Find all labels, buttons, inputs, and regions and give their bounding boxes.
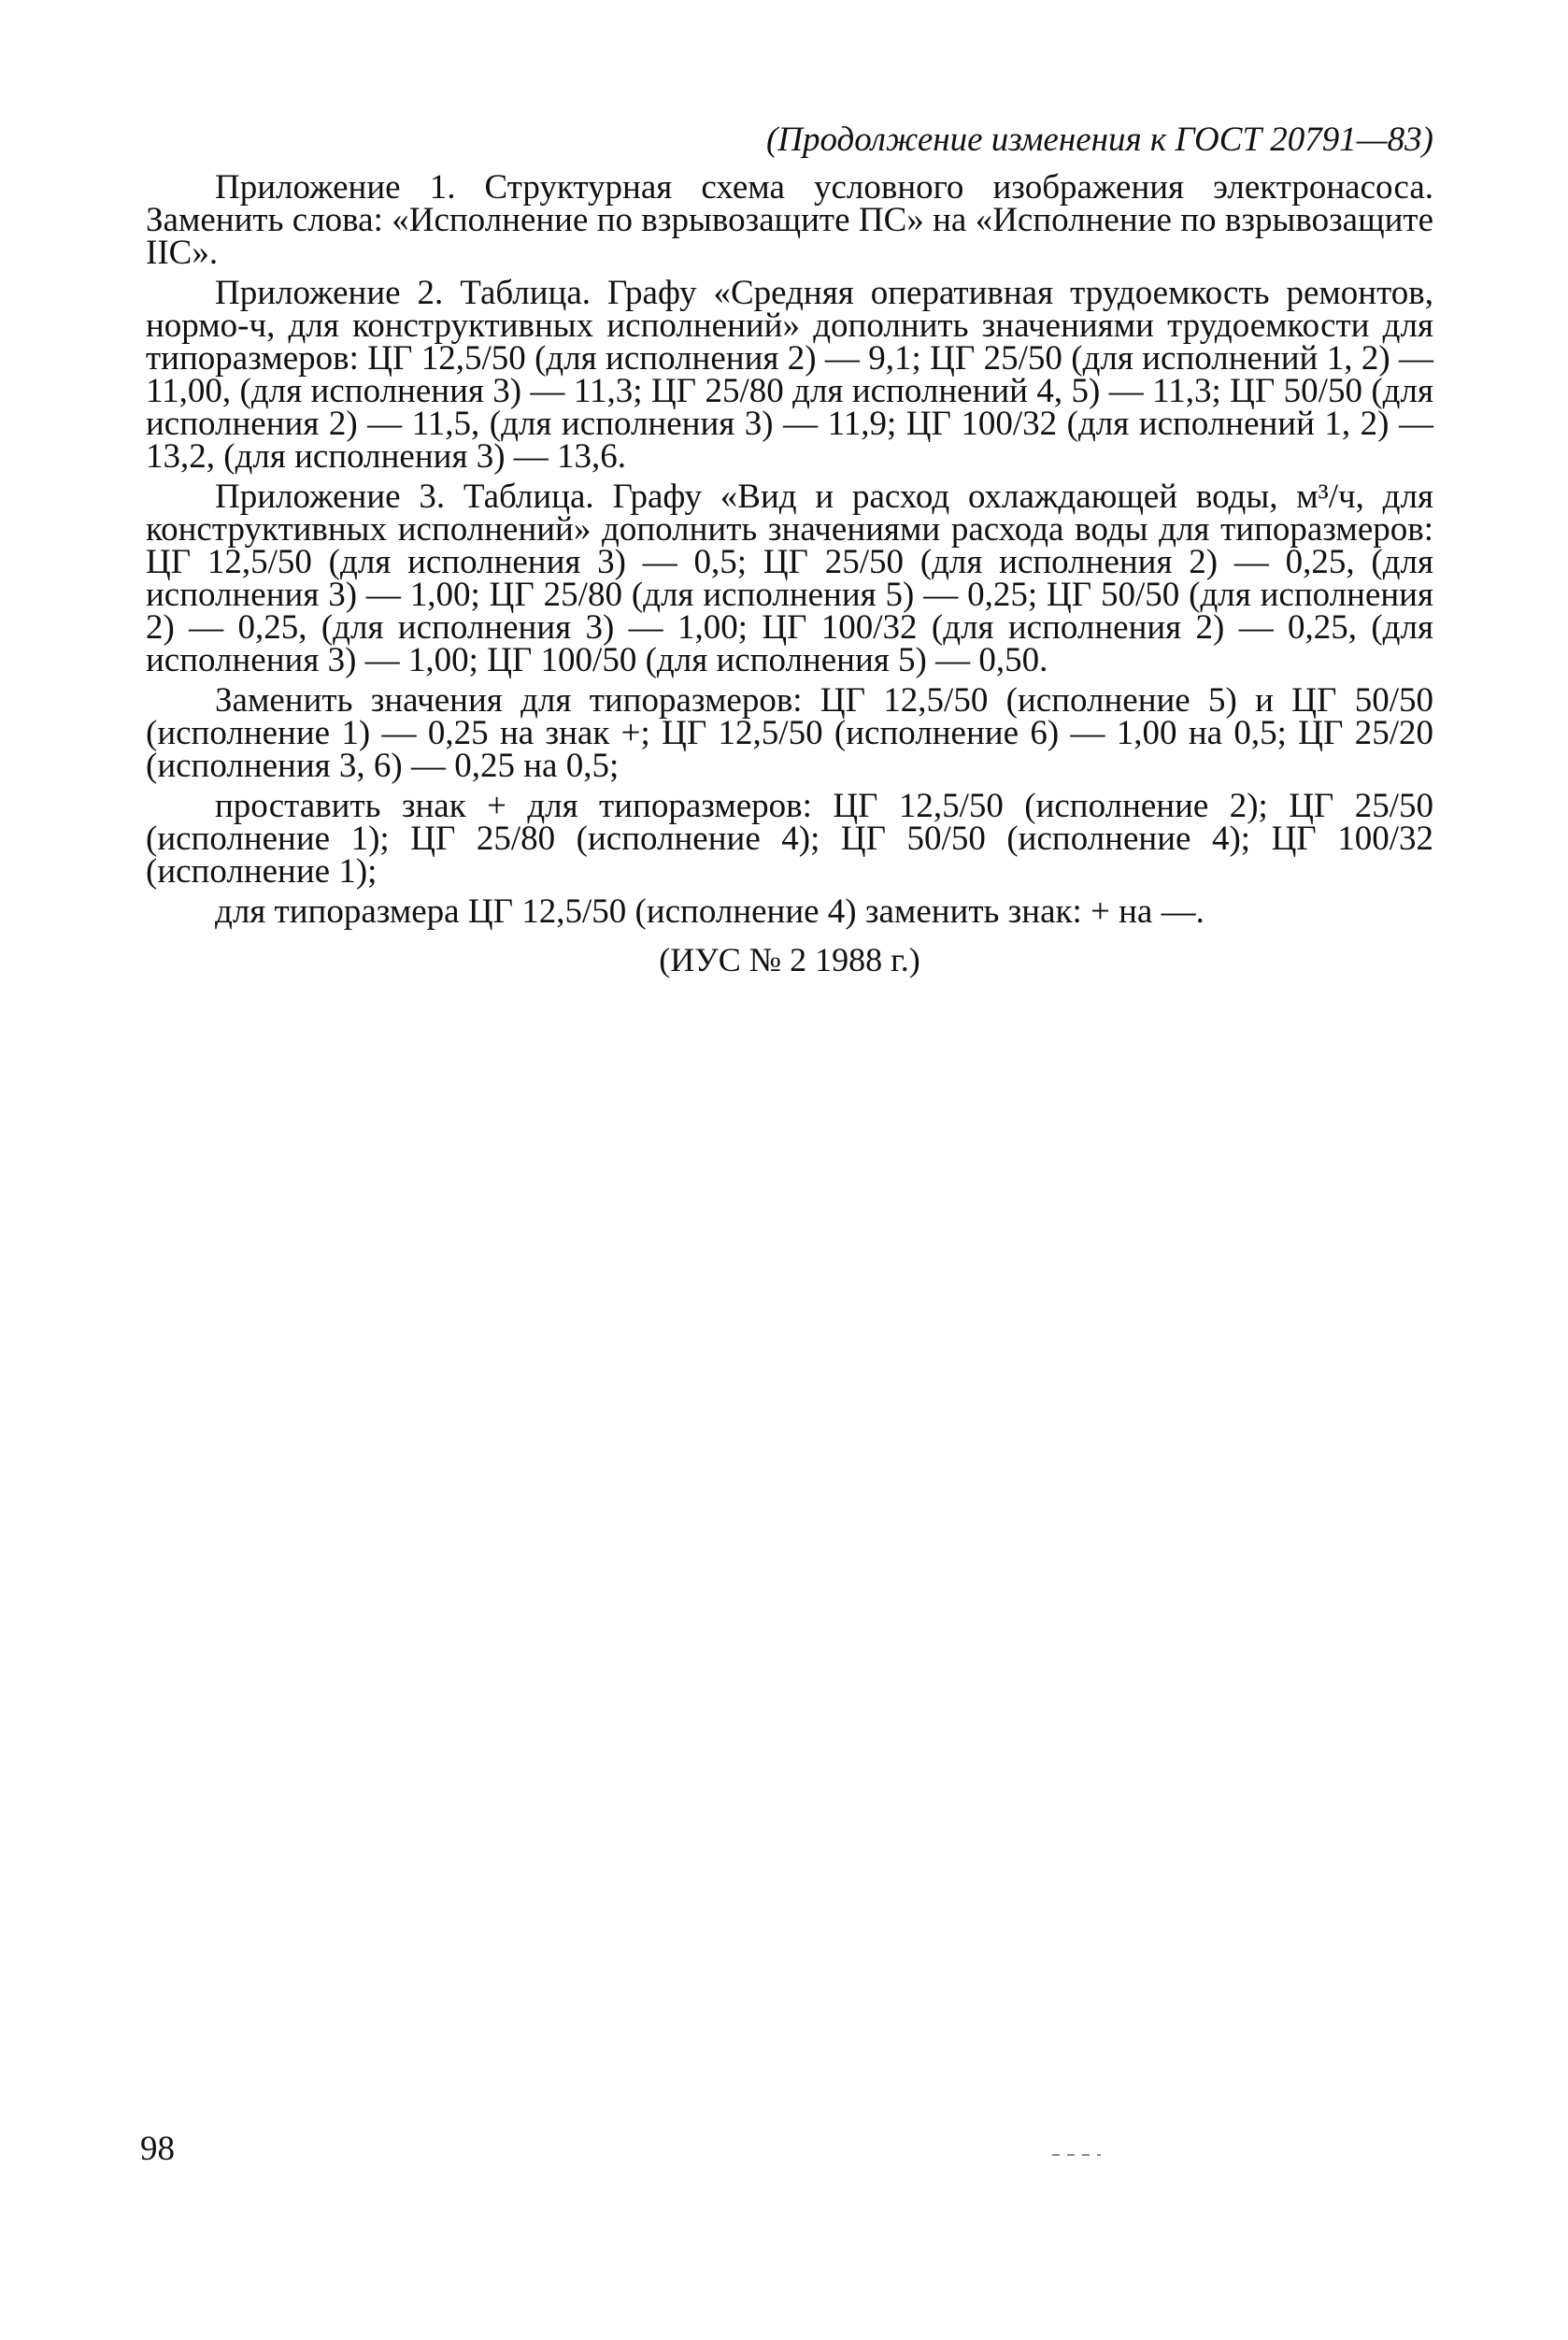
paragraph-replace-values: Заменить значения для типоразмеров: ЦГ 12,5/50 (исполнение 5) и ЦГ 50/50 (исполнение 1) — 0,25 на знак +; ЦГ 12,5/50 (исполнение 6) — 1,00 на 0,5; ЦГ 25/20 (исполнения 3, 6) — 0,25 на 0,5;	[146, 681, 1433, 785]
paragraph-replace-sign: для типоразмера ЦГ 12,5/50 (исполнение 4) заменить знак: + на —.	[215, 892, 1205, 931]
paragraph-appendix-2: Приложение 2. Таблица. Графу «Средняя оперативная трудоемкость ремонтов, нормо-ч, для конструктивных исполнений» дополнить значениями трудоемкости для типоразмеров: ЦГ 12,5/50 (для исполнения 2) — 9,1; ЦГ 25/50 (для исполнений 1, 2) — 11,00, (для исполнения 3) — 11,3; ЦГ 25/80 для исполнений 4, 5) — 11,3; ЦГ 50/50 (для исполнения 2) — 11,5, (для исполнения 3) — 11,9; ЦГ 100/32 (для исполнений 1, 2) — 13,2, (для исполнения 3) — 13,6.	[146, 274, 1433, 476]
page-number: 98	[140, 2130, 175, 2168]
scan-smudge	[1052, 2154, 1101, 2156]
paragraph-add-plus-sign: проставить знак + для типоразмеров: ЦГ 12,5/50 (исполнение 2); ЦГ 25/50 (исполнение 1); ЦГ 25/80 (исполнение 4); ЦГ 50/50 (исполнение 4); ЦГ 100/32 (исполнение 1);	[146, 787, 1433, 891]
continuation-header: (Продолжение изменения к ГОСТ 20791—83)	[765, 121, 1433, 159]
paragraph-appendix-1: Приложение 1. Структурная схема условного изображения электронасоса. Заменить слова: «Исполнение по взрывозащите ПС» на «Исполнение по взрывозащите IIC».	[146, 168, 1433, 272]
paragraph-appendix-3: Приложение 3. Таблица. Графу «Вид и расход охлаждающей воды, м³/ч, для конструктивных исполнений» дополнить значениями расхода воды для типоразмеров: ЦГ 12,5/50 (для исполнения 3) — 0,5; ЦГ 25/50 (для исполнения 2) — 0,25, (для исполнения 3) — 1,00; ЦГ 25/80 (для исполнения 5) — 0,25; ЦГ 50/50 (для исполнения 2) — 0,25, (для исполнения 3) — 1,00; ЦГ 100/32 (для исполнения 2) — 0,25, (для исполнения 3) — 1,00; ЦГ 100/50 (для исполнения 5) — 0,50.	[146, 478, 1433, 679]
document-body	[146, 168, 1433, 978]
source-reference: (ИУС № 2 1988 г.)	[659, 941, 920, 978]
